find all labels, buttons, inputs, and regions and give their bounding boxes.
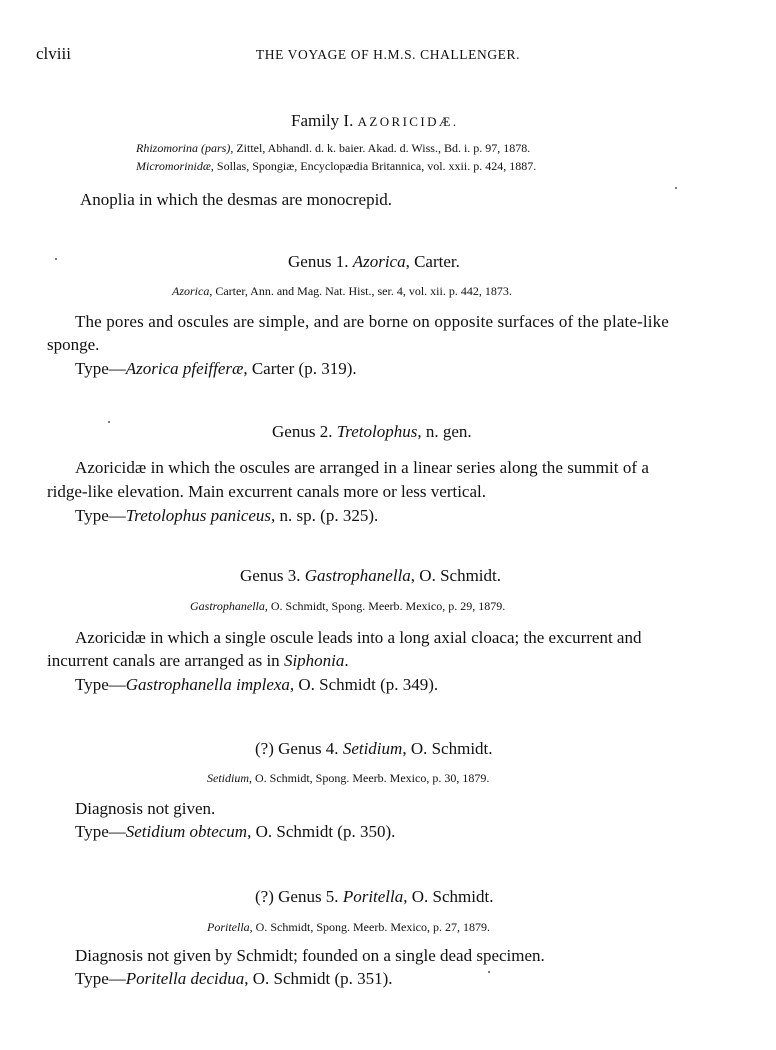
genus4-description: Diagnosis not given.	[75, 799, 216, 818]
citation-taxon: Micromorinidæ	[136, 159, 211, 173]
genus3-description-line1: Azoricidæ in which a single oscule leads into a long axial cloaca; the excurrent and	[75, 628, 642, 647]
type-species: Azorica pfeifferæ	[125, 359, 244, 378]
citation-text: , Carter, Ann. and Mag. Nat. Hist., ser. 4, vol. xii. p. 442, 1873.	[209, 284, 512, 298]
genus-heading-prefix: Genus 2.	[272, 422, 337, 441]
scan-speck	[108, 421, 110, 423]
family-description: Anoplia in which the desmas are monocrepid.	[80, 190, 393, 209]
family-heading	[291, 111, 459, 131]
desc-text: incurrent canals are arranged as in	[47, 651, 284, 670]
genus-name: Setidium	[342, 739, 403, 758]
genus-heading-prefix: (?) Genus 5.	[255, 887, 343, 906]
type-suffix: , O. Schmidt (p. 350).	[247, 822, 396, 841]
type-species: Gastrophanella implexa	[125, 675, 290, 694]
genus1-description-line2: sponge.	[47, 335, 100, 354]
genus4-citation	[207, 771, 489, 786]
genus1-type	[75, 359, 357, 379]
genus-name: Tretolophus	[336, 422, 418, 441]
genus-heading-prefix: Genus 3.	[240, 566, 305, 585]
genus-name: Poritella	[342, 887, 404, 906]
genus3-type	[75, 675, 438, 695]
genus-author: , O. Schmidt.	[402, 739, 493, 758]
genus3-citation	[190, 599, 505, 614]
desc-taxon: Siphonia	[283, 651, 345, 670]
citation-taxon: Gastrophanella	[190, 599, 265, 613]
type-species: Poritella decidua	[125, 969, 245, 988]
genus4-type	[75, 822, 395, 842]
type-prefix: Type—	[75, 675, 126, 694]
desc-text-end: .	[344, 651, 349, 670]
scan-speck	[488, 971, 490, 973]
type-species: Setidium obtecum	[125, 822, 248, 841]
type-species: Tretolophus paniceus	[125, 506, 272, 525]
genus3-heading	[240, 566, 501, 586]
genus2-description-line1: Azoricidæ in which the oscules are arranged in a linear series along the summit of a	[75, 458, 649, 477]
genus-author: , O. Schmidt.	[410, 566, 501, 585]
citation-taxon: Rhizomorina (pars)	[136, 141, 231, 155]
genus-author: , O. Schmidt.	[403, 887, 494, 906]
type-suffix: , Carter (p. 319).	[243, 359, 357, 378]
genus2-heading	[272, 422, 472, 442]
family-citation-1	[136, 141, 530, 156]
family-heading-prefix: Family I.	[291, 111, 354, 130]
genus5-type	[75, 969, 393, 989]
genus3-description-line2	[47, 651, 349, 671]
genus-heading-prefix: (?) Genus 4.	[255, 739, 343, 758]
genus5-citation	[207, 920, 490, 935]
citation-text: , Zittel, Abhandl. d. k. baier. Akad. d. Wiss., Bd. i. p. 97, 1878.	[230, 141, 531, 155]
scan-speck	[55, 258, 57, 260]
type-suffix: , O. Schmidt (p. 351).	[244, 969, 393, 988]
type-prefix: Type—	[75, 506, 126, 525]
citation-taxon: Poritella	[207, 920, 250, 934]
genus-author: , Carter.	[405, 252, 460, 271]
genus-author: , n. gen.	[417, 422, 472, 441]
citation-text: , O. Schmidt, Spong. Meerb. Mexico, p. 27, 1879.	[249, 920, 490, 934]
genus2-type	[75, 506, 378, 526]
citation-text: , O. Schmidt, Spong. Meerb. Mexico, p. 29, 1879.	[264, 599, 506, 613]
genus1-citation	[172, 284, 512, 299]
scan-speck	[675, 187, 677, 189]
type-prefix: Type—	[75, 359, 126, 378]
genus-name: Azorica	[352, 252, 406, 271]
genus5-heading	[255, 887, 493, 907]
genus1-heading	[288, 252, 460, 272]
citation-taxon: Azorica	[172, 284, 210, 298]
family-citation-2	[136, 159, 536, 174]
page-number: clviii	[36, 44, 71, 63]
citation-text: , Sollas, Spongiæ, Encyclopædia Britannica, vol. xxii. p. 424, 1887.	[210, 159, 537, 173]
citation-taxon: Setidium	[207, 771, 249, 785]
genus-heading-prefix: Genus 1.	[288, 252, 353, 271]
genus-name: Gastrophanella	[304, 566, 411, 585]
genus4-heading	[255, 739, 493, 759]
running-title: THE VOYAGE OF H.M.S. CHALLENGER.	[255, 47, 521, 62]
citation-text: , O. Schmidt, Spong. Meerb. Mexico, p. 30, 1879.	[249, 771, 490, 785]
type-suffix: , O. Schmidt (p. 349).	[289, 675, 439, 694]
genus1-description-line1: The pores and oscules are simple, and are borne on opposite surfaces of the plate-like	[75, 312, 669, 331]
genus5-description: Diagnosis not given by Schmidt; founded on a single dead specimen.	[75, 946, 545, 965]
genus2-description-line2: ridge-like elevation. Main excurrent canals more or less vertical.	[47, 482, 486, 501]
type-prefix: Type—	[75, 969, 126, 988]
family-heading-name: AZORICIDÆ.	[357, 114, 459, 129]
type-prefix: Type—	[75, 822, 126, 841]
type-suffix: , n. sp. (p. 325).	[271, 506, 379, 525]
